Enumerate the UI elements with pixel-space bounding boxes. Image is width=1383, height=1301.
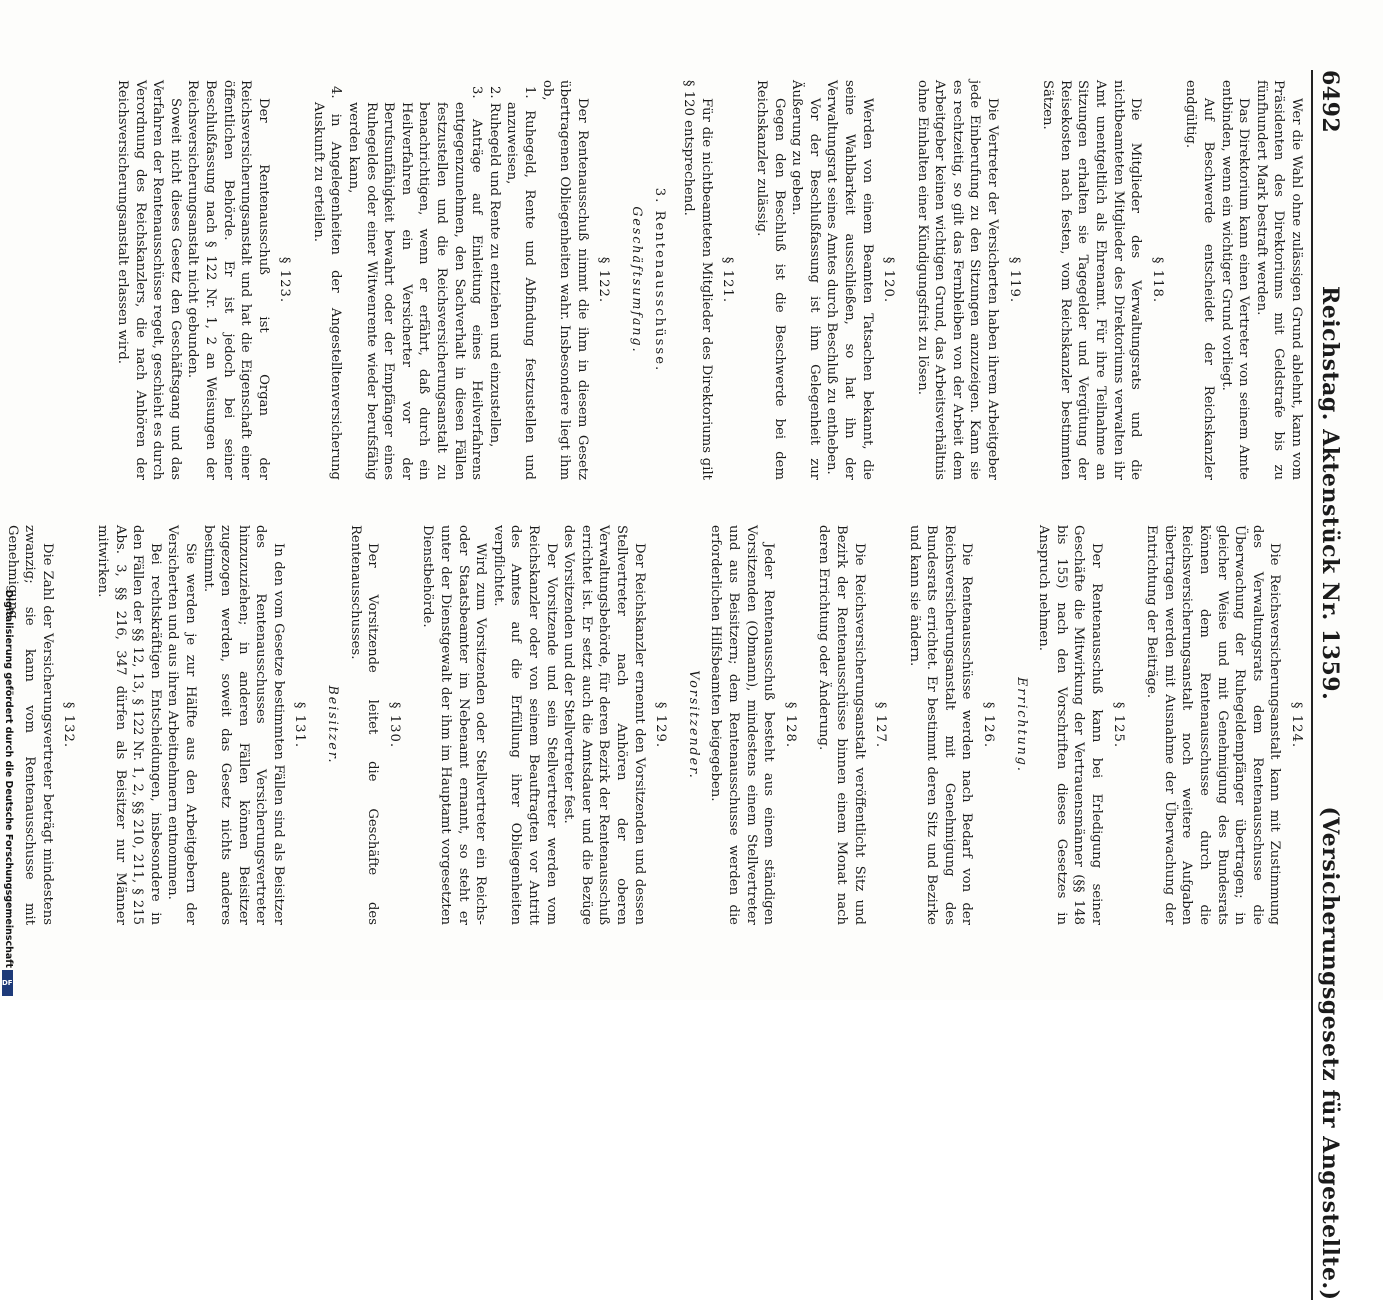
section-heading: § 130. — [386, 701, 402, 749]
paragraph: Die Rentenausschüsse werden nach Bedarf von der Reichsversicherungsanstalt mit Genehmigung des Bundesrats errichtet. Er bestimmt deren Sitz und Bezirke und kann sie ändern. — [906, 525, 975, 925]
paragraph: Die Reichsversicherungsanstalt veröffentlicht Sitz und Bezirk der Rentenausschüsse binnen einem Monat nach deren Errichtung oder Änderung. — [816, 525, 867, 925]
page-header — [1311, 70, 1343, 1300]
page-title: Reichstag. Aktenstück Nr. 1359. — [1317, 286, 1343, 701]
section-heading: § 129. — [653, 701, 669, 749]
paragraph: Auf Beschwerde entscheidet der Reichskanzler endgültig. — [1183, 80, 1217, 480]
paragraph: Bei rechtskräftigen Entscheidungen, insbesondere in den Fällen der §§ 12, 13, § 122 Nr. 1, 2, §§ 210, 211, § 215 Abs. 3, §§ 216, 347 dürfen als Beisitzer nur Männer mitwirken. — [94, 525, 163, 925]
paragraph: Der Vorsitzende leitet die Geschäfte des Rentenausschusses. — [347, 525, 381, 925]
section-heading: § 118. — [1149, 256, 1165, 304]
paragraph: Der Reichskanzler ernennt den Vorsitzenden und dessen Stellvertreter nach Anhören der oberen Verwaltungsbehörde, für deren Bezirk der Rentenausschuß errichtet ist. Er setzt auch die Amtsdauer und die Bezüge des Vorsitzenden und der Stellvertreter fest. — [561, 525, 647, 925]
right-column — [3, 525, 1305, 925]
section-heading: § 121. — [720, 256, 736, 304]
dfg-logo-icon: DFG — [2, 970, 13, 996]
left-column — [113, 80, 1305, 480]
paragraph: Der Rentenausschuß nimmt die ihm in diesem Gesetz übertragenen Obliegenheiten wahr. Insbesondere liegt ihm ob, — [539, 80, 590, 480]
paragraph: Soweit nicht dieses Gesetz den Geschäftsgang und das Verfahren der Rentenausschüsse regelt, geschieht es durch Verordnung des Reichskanzlers, die nach Anhören der Reichsversicherungsanstalt erlassen wird. — [114, 80, 183, 480]
chapter-heading: 3. Rentenausschüsse. — [651, 187, 667, 373]
subheading: Vorsitzender. — [686, 670, 702, 780]
paragraph: Werden von einem Beamten Tatsachen bekannt, die seine Wahlbarkeit ausschließen, so hat ihn der Verwaltungsrat seines Amtes durch Beschluß zu entheben. — [824, 80, 875, 480]
paragraph: Sie werden je zur Hälfte aus den Arbeitgebern der Versicherten und aus ihren Arbeitnehmern entnommen. — [165, 525, 198, 925]
paragraph: Der Vorsitzende und sein Stellvertreter werden vom Reichskanzler oder von seinem Beauftragten vor Antritt des Amtes auf die Erfüllung ihrer Obliegenheiten verpflichtet. — [490, 525, 559, 925]
paragraph: Jeder Rentenausschuß besteht aus einem ständigen Vorsitzenden (Obmann), mindestens einem Stellvertreter und aus Beisitzern; dem Rentenausschusse werden die erforderlichen Hilfsbeamten beigegeben. — [708, 525, 777, 925]
section-heading: § 132. — [61, 701, 77, 749]
paragraph: Gegen den Beschluß ist die Beschwerde bei dem Reichskanzler zulässig. — [753, 80, 787, 480]
list-item: 3. Anträge auf Einleitung eines Heilverfahrens entgegenzunehmen, den Sachverhalt in diesen Fällen festzustellen und die Reichsversicherungsanstalt zu benachrichtigen, wenn er erfährt, daß durch ein Heilverfahren ein Versicherter vor der Berufsunfähigkeit bewahrt oder der Empfänger eines Ruhegeldes oder einer Witwenrente wieder berufsfähig werden kann, — [346, 86, 485, 480]
paragraph: Der Rentenausschuß ist Organ der Reichsversicherungsanstalt und hat die Eigenschaft einer öffentlichen Behörde. Er ist jedoch bei seiner Beschlußfassung nach § 122 Nr. 1, 2 an Weisungen der Reichsversicherungsanstalt nicht gebunden. — [185, 80, 271, 480]
subheading: Beisitzer. — [326, 685, 342, 765]
paragraph: In den vom Gesetze bestimmten Fällen sind als Beisitzer des Rentenausschusses Versicherungsvertreter hinzuzuziehen; in anderen Fällen können Beisitzer zugezogen werden, soweit das Gesetz nichts anderes bestimmt. — [200, 525, 286, 925]
paragraph: Das Direktorium kann einen Vertreter von seinem Amte entbinden, wenn ein wichtiger Grund vorliegt. — [1218, 80, 1252, 480]
section-heading: § 119. — [1006, 256, 1022, 304]
section-heading: § 122. — [596, 256, 612, 304]
paragraph: Vor der Beschlußfassung ist ihm Gelegenheit zur Äußerung zu geben. — [789, 80, 822, 480]
paragraph: Die Reichsversicherungsanstalt kann mit Zustimmung des Verwaltungsrats dem Rentenausschusse die Überwachung der Ruhegeldempfänger übertragen; in gleicher Weise und mit Genehmigung des Bundesrats können dem Rentenausschusse durch die Reichsversicherungsanstalt noch weitere Aufgaben übertragen werden mit Ausnahme der Überwachung der Entrichtung der Beiträge. — [1144, 525, 1283, 925]
paragraph: Die Vertreter der Versicherten haben ihrem Arbeitgeber jede Einberufung zu den Sitzungen anzuzeigen. Kann sie es rechtzeitig, so gilt das Fernbleiben von der Arbeit dem Arbeitgeber keinen wichtigen Grund, das Arbeitsverhältnis ohne Einhalten einer Kündigungsfrist zu lösen. — [914, 80, 1001, 480]
paragraph: Für die nichtbeamteten Mitglieder des Direktoriums gilt § 120 entsprechend. — [681, 80, 714, 480]
paragraph: Der Rentenausschuß kann bei Erledigung seiner Geschäfte die Mitwirkung der Vertrauensmänner (§§ 148 bis 155) nach den Vorschriften dieses Gesetzes in Anspruch nehmen. — [1036, 525, 1105, 925]
section-heading: § 128. — [782, 701, 798, 749]
section-heading: § 127. — [873, 701, 889, 749]
subheading: Errichtung. — [1014, 677, 1030, 773]
paragraph: Wer die Wahl ohne zulässigen Grund ablehnt, kann vom Präsidenten des Direktoriums mit Geldstrafe bis zu fünfhundert Mark bestraft werden. — [1253, 80, 1304, 480]
list-item: 2. Ruhegeld und Rente zu entziehen und einzustellen, — [486, 86, 502, 448]
digitization-credit: Digitalisierung gefördert durch die Deutsche Forschungsgemeinschaft — [3, 590, 14, 968]
paragraph: Die Mitglieder des Verwaltungsrats und die nichtbeamteten Mitglieder des Direktoriums verwalten ihr Amt unentgeltlich als Ehrenamt. Für ihre Teilnahme an Sitzungen erhalten sie Tagegelder und Vergütung der Reisekosten nach festen, vom Reichskanzler bestimmten Sätzen. — [1040, 80, 1144, 480]
section-heading: § 131. — [292, 701, 308, 749]
subheading: Geschäftsumfang. — [630, 206, 645, 354]
paragraph: Wird zum Vorsitzenden oder Stellvertreter ein Reichs- oder Staatsbeamter im Nebenamt ernannt, so steht er unter der Dienstgewalt der ihm im Hauptamt vorgesetzten Dienstbehörde. — [420, 525, 489, 925]
list-item: 4. in Angelegenheiten der Angestelltenversicherung Auskunft zu erteilen. — [310, 86, 344, 480]
paragraph: Die Zahl der Versicherungsvertreter beträgt mindestens zwanzig; sie kann vom Rentenausschusse mit Genehmigung — [4, 525, 55, 925]
page-number: 6492 — [1317, 70, 1343, 134]
section-heading: § 123. — [277, 256, 293, 304]
section-heading: § 124. — [1289, 701, 1304, 749]
list-item: 1. Ruhegeld, Rente und Abfindung festzustellen und anzuweisen, — [504, 86, 538, 480]
section-heading: § 120. — [881, 256, 897, 304]
page-subtitle: (Versicherungsgesetz für Angestellte.) — [1317, 806, 1343, 1301]
section-heading: § 125. — [1110, 701, 1126, 749]
section-heading: § 126. — [981, 701, 997, 749]
